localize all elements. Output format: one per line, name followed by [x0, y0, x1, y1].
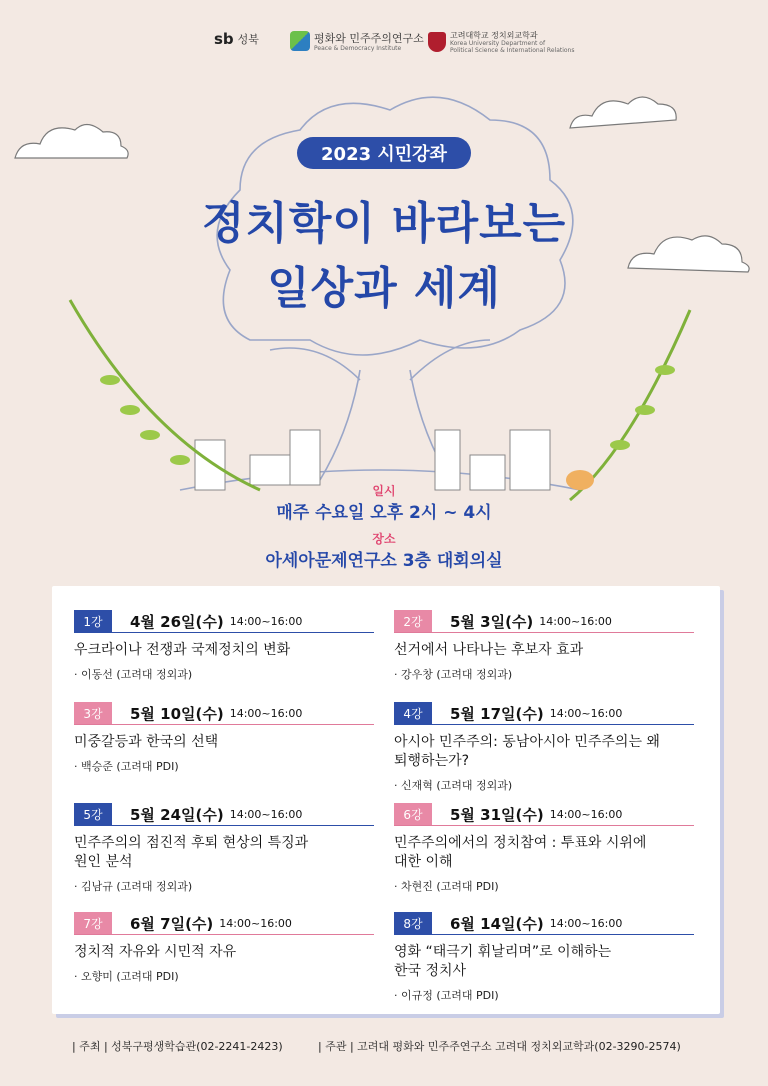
lecture-header: [394, 702, 694, 725]
lecture-speaker: · 백승준 (고려대 PDI): [74, 760, 179, 773]
ku-sub2: Political Science & International Relations: [450, 46, 575, 54]
lecture-title: [394, 733, 694, 771]
city-buildings-icon: [195, 430, 550, 490]
sb-text: 성북: [237, 33, 259, 46]
footer: [0, 1038, 768, 1058]
footer-host: | 주최 | 성북구평생학습관(02-2241-2423): [72, 1040, 283, 1053]
ku-sub1: Korea University Department of: [450, 40, 546, 47]
lecture-date: 5월 31일(수): [450, 805, 544, 824]
lecture-title-line2: 대한 이해: [394, 854, 453, 870]
lecture-title: [394, 943, 694, 981]
lecture-item: [74, 610, 374, 682]
lecture-number: 7강: [74, 912, 112, 934]
page-title-line1: 정치학이 바라보는: [201, 198, 567, 249]
lecture-header: [394, 803, 694, 826]
lecture-item: [74, 803, 374, 894]
ku-name: 고려대학교 정치외교학과: [450, 31, 538, 40]
lecture-title-line1: 정치적 자유와 시민적 자유: [74, 944, 237, 960]
lecture-number: 6강: [394, 803, 432, 825]
lecture-speaker: · 김남규 (고려대 정외과): [74, 880, 193, 893]
pdi-sub: Peace & Democracy Institute: [314, 45, 402, 52]
lecture-title-line1: 영화 “태극기 휘날리며”로 이해하는: [394, 944, 612, 960]
lecture-time: 14:00~16:00: [539, 614, 612, 628]
series-badge: 2023 시민강좌: [297, 137, 471, 169]
lecture-time: 14:00~16:00: [549, 916, 623, 930]
schedule-value: 매주 수요일 오후 2시 ~ 4시: [276, 503, 492, 523]
lecture-item: [394, 610, 694, 682]
lecture-item: [74, 912, 374, 984]
lecture-title: [74, 834, 374, 872]
lecture-date: 6월 14일(수): [450, 914, 544, 933]
page-title-line2: 일상과 세계: [267, 263, 501, 314]
lecture-speaker: · 오향미 (고려대 PDI): [74, 970, 179, 983]
pdi-text-block: [314, 30, 424, 53]
pdi-logo: [290, 30, 424, 53]
lecture-title-line2: 원인 분석: [74, 854, 133, 870]
lecture-title: [394, 641, 694, 660]
lecture-title-line1: 미중갈등과 한국의 선택: [74, 734, 219, 750]
lecture-time: 14:00~16:00: [229, 807, 303, 821]
lecture-speaker: · 신재혁 (고려대 정외과): [394, 779, 513, 792]
pdi-name: 평화와 민주주의연구소: [314, 32, 424, 45]
lecture-date: 5월 3일(수): [450, 612, 534, 631]
lecture-speaker: · 차현진 (고려대 PDI): [394, 880, 499, 893]
lecture-title-line1: 민주주의의 점진적 후퇴 현상의 특징과: [74, 835, 309, 851]
lecture-speaker: · 이규정 (고려대 PDI): [394, 989, 499, 1002]
lecture-number: 4강: [394, 702, 432, 724]
lecture-title: [74, 733, 374, 752]
lecture-title-line1: 민주주의에서의 정치참여 : 투표와 시위에: [394, 835, 647, 851]
lecture-number: 1강: [74, 610, 112, 632]
lecture-date: 6월 7일(수): [130, 914, 214, 933]
lecture-header: [394, 912, 694, 935]
lecture-item: [394, 702, 694, 793]
lecture-date: 5월 24일(수): [130, 805, 224, 824]
lecture-speaker: · 이동선 (고려대 정외과): [74, 668, 193, 681]
lecture-title-line1: 선거에서 나타나는 후보자 효과: [394, 642, 584, 658]
lecture-item: [394, 912, 694, 1003]
lecture-speaker: · 강우창 (고려대 정외과): [394, 668, 513, 681]
lecture-header: [74, 702, 374, 725]
lecture-date: 5월 10일(수): [130, 704, 224, 723]
lecture-header: [74, 912, 374, 935]
lecture-header: [74, 803, 374, 826]
lecture-time: 14:00~16:00: [229, 706, 303, 720]
lecture-number: 5강: [74, 803, 112, 825]
lecture-number: 3강: [74, 702, 112, 724]
lecture-number: 2강: [394, 610, 432, 632]
lecture-title: [74, 641, 374, 660]
schedule-label: 일시: [372, 484, 396, 498]
ku-emblem-icon: [428, 32, 446, 52]
pdi-icon: [290, 31, 310, 51]
ku-logo: [428, 30, 575, 54]
lecture-date: 4월 26일(수): [130, 612, 224, 631]
lecture-time: 14:00~16:00: [549, 706, 623, 720]
ku-text-block: [450, 30, 575, 54]
lecture-time: 14:00~16:00: [219, 916, 292, 930]
lecture-date: 5월 17일(수): [450, 704, 544, 723]
lecture-title-line1: 우크라이나 전쟁과 국제정치의 변화: [74, 642, 291, 658]
venue-value: 아세아문제연구소 3층 대회의실: [265, 551, 503, 571]
lecture-item: [394, 803, 694, 894]
lecture-title-line2: 퇴행하는가?: [394, 753, 470, 769]
lecture-title: [74, 943, 374, 962]
lecture-title: [394, 834, 694, 872]
lecture-time: 14:00~16:00: [549, 807, 623, 821]
lecture-number: 8강: [394, 912, 432, 934]
lecture-time: 14:00~16:00: [229, 614, 303, 628]
lecture-schedule-panel: [52, 586, 720, 1014]
sponsor-logos: [0, 30, 768, 60]
lecture-header: [394, 610, 694, 633]
lecture-title-line2: 한국 정치사: [394, 963, 467, 979]
lecture-header: [74, 610, 374, 633]
venue-label: 장소: [372, 532, 396, 546]
sb-logo: [214, 30, 259, 48]
footer-organizer: | 주관 | 고려대 평화와 민주주연구소 고려대 정치외교학과(02-3290-2574): [318, 1040, 681, 1053]
sb-mark: sb: [214, 30, 234, 48]
lecture-item: [74, 702, 374, 774]
lecture-title-line1: 아시아 민주주의: 동남아시아 민주주의는 왜: [394, 734, 660, 750]
